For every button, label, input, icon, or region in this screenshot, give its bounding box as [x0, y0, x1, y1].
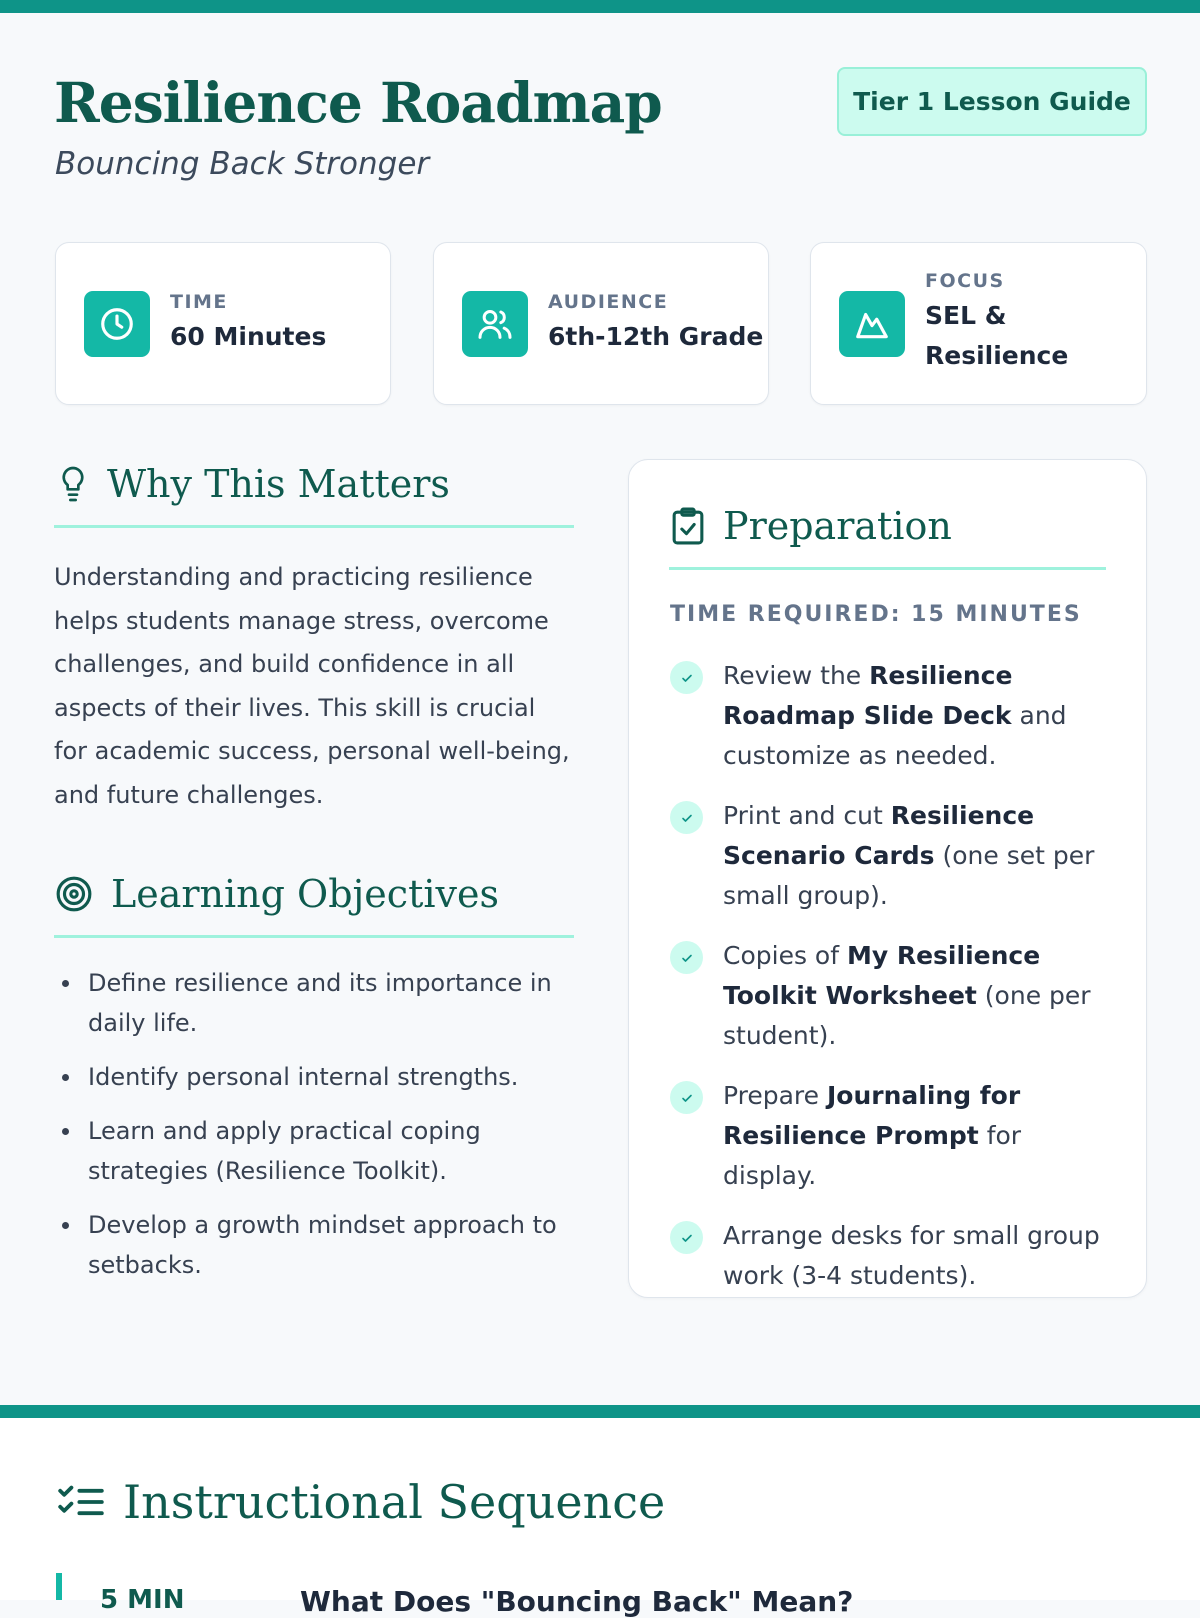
preparation-divider — [669, 567, 1106, 570]
stat-card-time — [55, 242, 391, 405]
target-icon — [55, 875, 93, 913]
list-checks-icon — [57, 1482, 105, 1522]
why-heading — [57, 462, 450, 506]
sequence-heading-label: Instructional Sequence — [123, 1475, 666, 1529]
lightbulb-icon — [57, 464, 89, 504]
time-required-label: TIME REQUIRED: 15 MINUTES — [670, 602, 1082, 627]
clock-icon — [84, 291, 150, 357]
list-item: Develop a growth mindset approach to setbacks. — [54, 1205, 584, 1285]
sequence-step-time: 5 MIN — [100, 1585, 185, 1615]
stat-card-focus — [810, 242, 1147, 405]
stat-value: 6th-12th Grade — [548, 322, 764, 351]
stat-label: FOCUS — [925, 270, 1005, 292]
list-item: Arrange desks for small group work (3-4 students). — [670, 1216, 1110, 1296]
why-heading-label: Why This Matters — [107, 462, 450, 506]
stat-label: TIME — [170, 291, 228, 313]
preparation-card — [628, 459, 1147, 1298]
sequence-heading — [57, 1475, 665, 1529]
list-item: Define resilience and its importance in daily life. — [54, 963, 584, 1043]
objectives-heading — [55, 872, 499, 916]
clipboard-check-icon — [671, 506, 705, 546]
stat-value: 60 Minutes — [170, 322, 327, 351]
mountain-icon — [839, 291, 905, 357]
objectives-divider — [54, 935, 574, 938]
why-divider — [54, 525, 574, 528]
page-subtitle: Bouncing Back Stronger — [55, 146, 430, 182]
list-item: Review the Resilience Roadmap Slide Deck and customize as needed. — [670, 656, 1110, 776]
list-item: Learn and apply practical coping strategies (Resilience Toolkit). — [54, 1111, 584, 1191]
list-item: Print and cut Resilience Scenario Cards (one set per small group). — [670, 796, 1110, 916]
users-icon — [462, 291, 528, 357]
stat-value-line2: Resilience — [925, 341, 1069, 370]
top-accent-bar — [0, 0, 1200, 13]
preparation-heading-label: Preparation — [723, 504, 952, 548]
sequence-step-marker — [56, 1573, 62, 1600]
stat-card-audience — [433, 242, 769, 405]
sequence-step-title: What Does "Bouncing Back" Mean? — [300, 1585, 854, 1618]
list-item: Copies of My Resilience Toolkit Worksheet (one per student). — [670, 936, 1110, 1056]
stat-label: AUDIENCE — [548, 291, 669, 313]
check-icon — [670, 1221, 703, 1254]
tier-badge: Tier 1 Lesson Guide — [837, 67, 1147, 136]
list-item: Prepare Journaling for Resilience Prompt for display. — [670, 1076, 1110, 1196]
preparation-heading — [671, 504, 952, 548]
why-paragraph: Understanding and practicing resilience helps students manage stress, overcome challenges, and build confidence in all aspects of their lives. This skill is crucial for academic success, personal well-being, and future challenges. — [54, 563, 570, 809]
objectives-heading-label: Learning Objectives — [111, 872, 499, 916]
list-item: Identify personal internal strengths. — [54, 1057, 584, 1097]
check-icon — [670, 661, 703, 694]
objectives-list — [54, 963, 584, 1299]
check-icon — [670, 801, 703, 834]
check-icon — [670, 941, 703, 974]
check-icon — [670, 1081, 703, 1114]
page-title: Resilience Roadmap — [54, 70, 662, 135]
stat-value-line1: SEL & — [925, 301, 1007, 330]
preparation-list — [670, 656, 1110, 1316]
